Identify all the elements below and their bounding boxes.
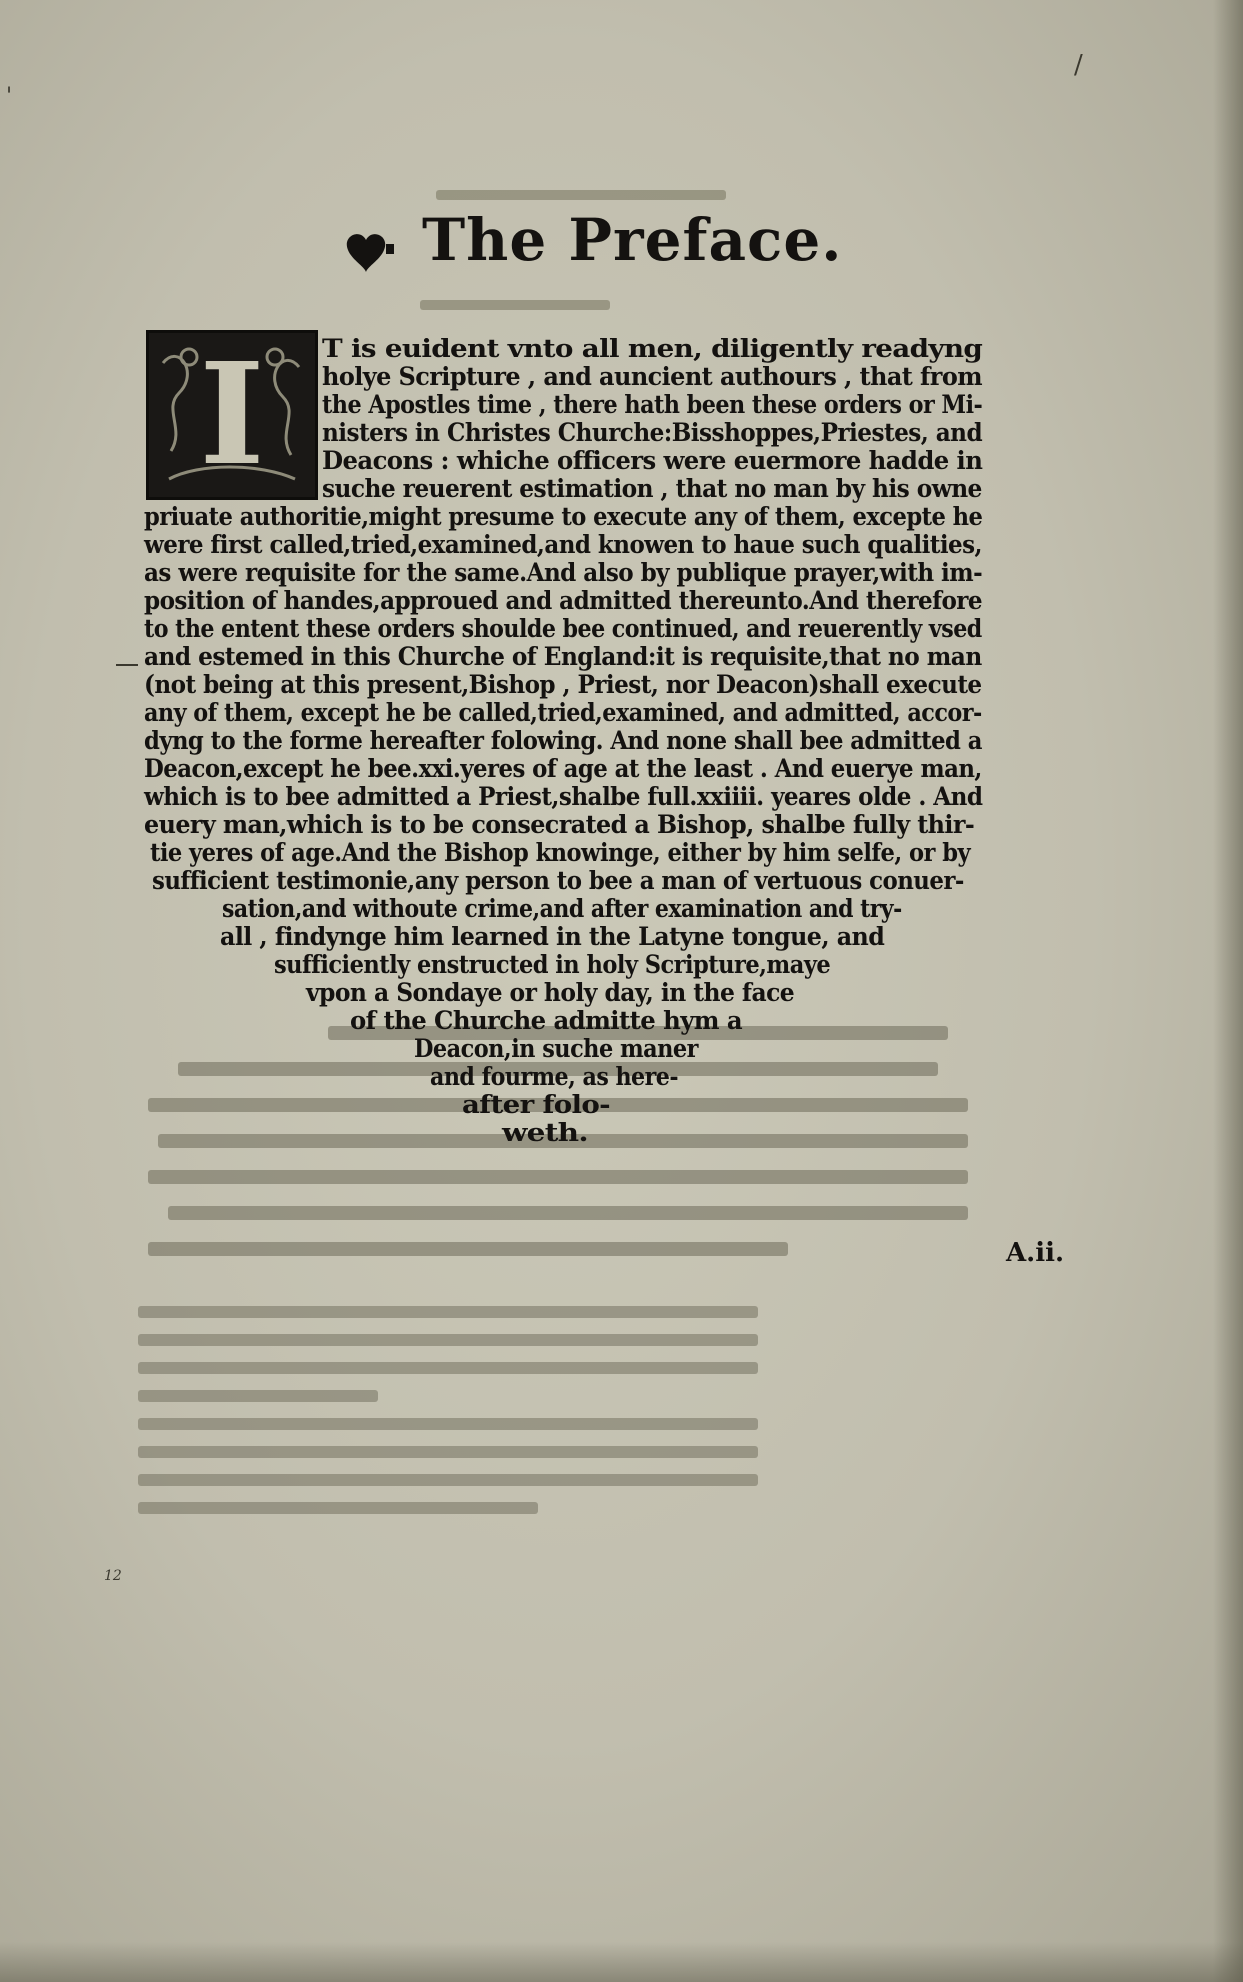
preface-line: nisters in Christes Churche:Bisshoppes,Priestes, and [322, 418, 983, 447]
page-bottom-shadow [0, 1942, 1243, 1982]
decorated-initial [146, 330, 318, 500]
preface-line: Deacons : whiche officers were euermore hadde in [322, 446, 983, 475]
margin-mark: ' [6, 84, 13, 109]
fleuron-icon [338, 226, 394, 274]
preface-line: all , findynge him learned in the Latyne tongue, and [220, 922, 885, 951]
preface-line: euery man,which is to be consecrated a Bishop, shalbe fully thir- [144, 810, 975, 839]
page-title: The Preface. [422, 206, 843, 274]
preface-line: tie yeres of age.And the Bishop knowinge, either by him selfe, or by [150, 838, 971, 867]
preface-line: weth. [502, 1118, 588, 1147]
preface-line: T is euident vnto all men, diligently readyng [322, 334, 983, 363]
preface-line: were first called,tried,examined,and knowen to haue such qualities, [144, 530, 982, 559]
margin-mark: / [1074, 50, 1083, 80]
preface-line: after folo- [462, 1090, 610, 1119]
show-through-texture [128, 1302, 778, 1538]
preface-line: which is to bee admitted a Priest,shalbe full.xxiiii. yeares olde . And [144, 782, 983, 811]
preface-line: vpon a Sondaye or holy day, in the face [306, 978, 795, 1007]
preface-line: (not being at this present,Bishop , Priest, nor Deacon)shall execute [144, 670, 982, 699]
preface-line: sation,and withoute crime,and after examination and try- [222, 894, 902, 923]
preface-line: and estemed in this Churche of England:it is requisite,that no man [144, 642, 982, 671]
signature-mark: A.ii. [1006, 1238, 1065, 1268]
margin-dash [116, 664, 138, 666]
page-edge-shadow [1213, 0, 1243, 1982]
preface-line: priuate authoritie,might presume to execute any of them, excepte he [144, 502, 983, 531]
show-through-lines [128, 1302, 778, 1532]
preface-line: and fourme, as here- [430, 1062, 679, 1091]
preface-line: Deacon,except he bee.xxi.yeres of age at the least . And euerye man, [144, 754, 982, 783]
preface-line: the Apostles time , there hath been these orders or Mi- [322, 390, 983, 419]
preface-line: of the Churche admitte hym a [350, 1006, 743, 1035]
preface-line: holye Scripture , and auncient authours , that from [322, 362, 982, 391]
preface-line: sufficient testimonie,any person to bee a man of vertuous conuer- [152, 866, 964, 895]
preface-line: any of them, except he be called,tried,examined, and admitted, accor- [144, 698, 982, 727]
preface-line: dyng to the forme hereafter folowing. And none shall bee admitted a [144, 726, 982, 755]
preface-line: position of handes,approued and admitted thereunto.And therefore [144, 586, 983, 615]
preface-line: Deacon,in suche maner [414, 1034, 698, 1063]
preface-line: as were requisite for the same.And also by publique prayer,with im- [144, 558, 983, 587]
preface-line: to the entent these orders shoulde bee continued, and reuerently vsed [144, 614, 982, 643]
preface-line: suche reuerent estimation , that no man by his owne [322, 474, 982, 503]
folio-note: 12 [104, 1568, 122, 1584]
initial-letter: I [199, 333, 265, 497]
show-through-header [410, 292, 610, 318]
preface-line: sufficiently enstructed in holy Scripture,maye [274, 950, 831, 979]
